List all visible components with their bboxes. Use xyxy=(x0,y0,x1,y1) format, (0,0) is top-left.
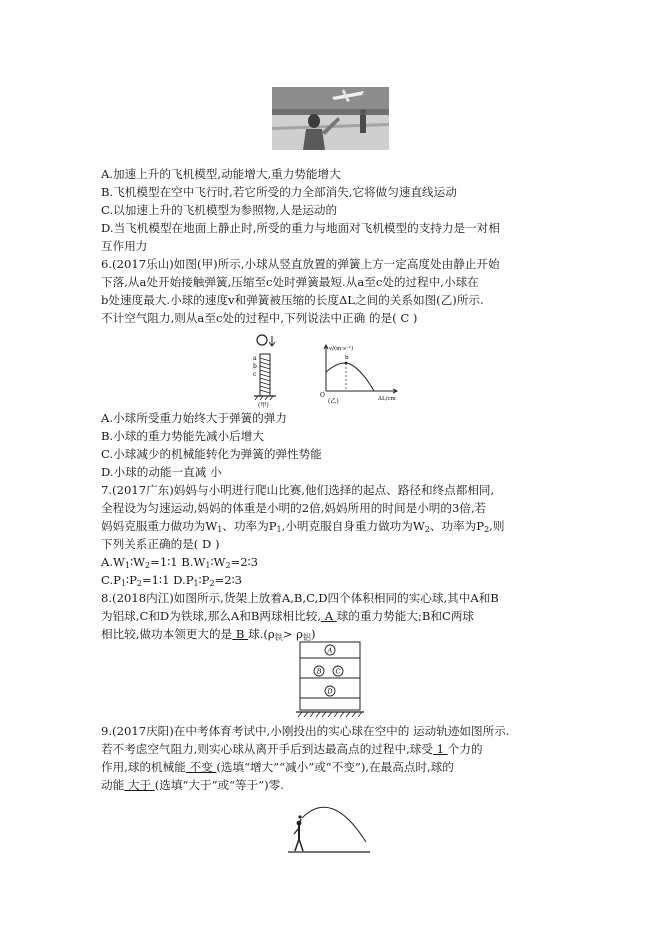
q6-stem-line-3: b处速度最大.小球的速度v和弹簧被压缩的长度ΔL之间的关系如图(乙)所示. xyxy=(101,293,484,307)
q5-option-b: B.飞机模型在空中飞行时,若它所受的力全部消失,它将做匀速直线运动 xyxy=(101,185,457,199)
q5-option-c: C.以加速上升的飞机模型为参照物,人是运动的 xyxy=(101,203,338,217)
velocity-graph-yi xyxy=(318,342,400,404)
q6-option-c: C.小球减少的机械能转化为弹簧的弹性势能 xyxy=(101,447,322,461)
q6-stem-line-1: 6.(2017乐山)如图(甲)所示,小球从竖直放置的弹簧上方一定高度处由静止开始 xyxy=(101,257,500,271)
q8-line-2: 为铝球,C和D为铁球,那么A和B两球相比较, A 球的重力势能大;B和C两球 xyxy=(101,609,475,623)
q9-line-4: 动能 大于 (选填“大于”或“等于”)零. xyxy=(101,778,284,792)
q7-stem-line-2: 全程设为匀速运动,妈妈的体重是小明的2倍,妈妈所用的时间是小明的3倍,若 xyxy=(101,501,487,515)
graph-xlabel: ΔL/cm xyxy=(378,396,396,402)
q9-answer-3: 大于 xyxy=(124,778,155,792)
q6-option-d: D.小球的动能一直减 小 xyxy=(101,465,222,479)
q9-line-2: 若不考虑空气阻力,则实心球从离开手后到达最高点的过程中,球受 1 个力的 xyxy=(101,742,483,756)
ball-b-label: B xyxy=(316,667,322,676)
caption-yi: (乙) xyxy=(328,398,339,404)
q8-line-1: 8.(2018内江)如图所示,货架上放着A,B,C,D四个体积相同的实心球,其中A和B xyxy=(101,591,499,605)
q8-answer-1: A xyxy=(321,609,337,623)
q7-stem-line-3: 妈妈克服重力做功为$W_1$、功率为$P_1$,小明克服自身重力做功为$W_2$、功率为$P_2$,则 xyxy=(101,519,505,534)
ball-c-label: C xyxy=(335,667,341,676)
shelf-figure xyxy=(296,641,364,719)
q9-answer-1: 1 xyxy=(433,742,448,756)
q7-options-cd: $C.P_1∶P_2=1∶1$ $D.P_1∶P_2=2∶3$ xyxy=(101,573,243,588)
spring-label-c: c xyxy=(253,371,257,378)
q6-option-a: A.小球所受重力始终大于弹簧的弹力 xyxy=(101,411,287,425)
q8-line-3: 相比较,做功本领更大的是 B 球$.(\rho_铁> \rho_铝)$ xyxy=(101,627,316,642)
throw-trajectory-figure xyxy=(288,796,372,856)
q6-stem-line-4: 不计空气阻力,则从a至c处的过程中,下列说法中正确 的是( C ) xyxy=(101,311,418,325)
q7-stem-line-4: 下列关系正确的是( D ) xyxy=(101,537,220,551)
spring-figure-jia xyxy=(250,332,310,408)
spring-label-b: b xyxy=(253,363,257,370)
q8-answer-2: B xyxy=(232,627,249,641)
ball-a-label: A xyxy=(327,646,333,655)
graph-origin: O xyxy=(320,392,325,399)
q7-stem-line-1: 7.(2017广东)妈妈与小明进行爬山比赛,他们选择的起点、路径和终点都相同, xyxy=(101,483,495,497)
q5-option-d-continued: 互作用力 xyxy=(101,239,148,253)
graph-point-b: b xyxy=(345,355,349,361)
q9-answer-2: 不变 xyxy=(185,760,217,774)
q6-option-b: B.小球的重力势能先减小后增大 xyxy=(101,429,264,443)
q6-stem-line-2: 下落,从a处开始接触弹簧,压缩至c处时弹簧最短.从a至c处的过程中,小球在 xyxy=(101,275,479,289)
q5-option-a: A.加速上升的飞机模型,动能增大,重力势能增大 xyxy=(101,167,341,181)
q9-line-1: 9.(2017庆阳)在中考体育考试中,小刚投出的实心球在空中的 运动轨迹如图所示. xyxy=(101,724,510,738)
q7-options-ab: $A.W_1∶W_2=1∶1$ $B.W_1∶W_2=2∶3$ xyxy=(101,555,259,570)
plane-model-photo xyxy=(272,87,389,150)
q9-line-3: 作用,球的机械能 不变 (选填“增大”“减小”或“不变”),在最高点时,球的 xyxy=(101,760,454,774)
q5-option-d: D.当飞机模型在地面上静止时,所受的重力与地面对飞机模型的支持力是一对相 xyxy=(101,221,500,235)
ball-d-label: D xyxy=(327,687,333,696)
caption-jia: (甲) xyxy=(258,402,269,408)
graph-ylabel: v/(m·s⁻¹) xyxy=(329,346,354,352)
spring-label-a: a xyxy=(253,355,257,362)
